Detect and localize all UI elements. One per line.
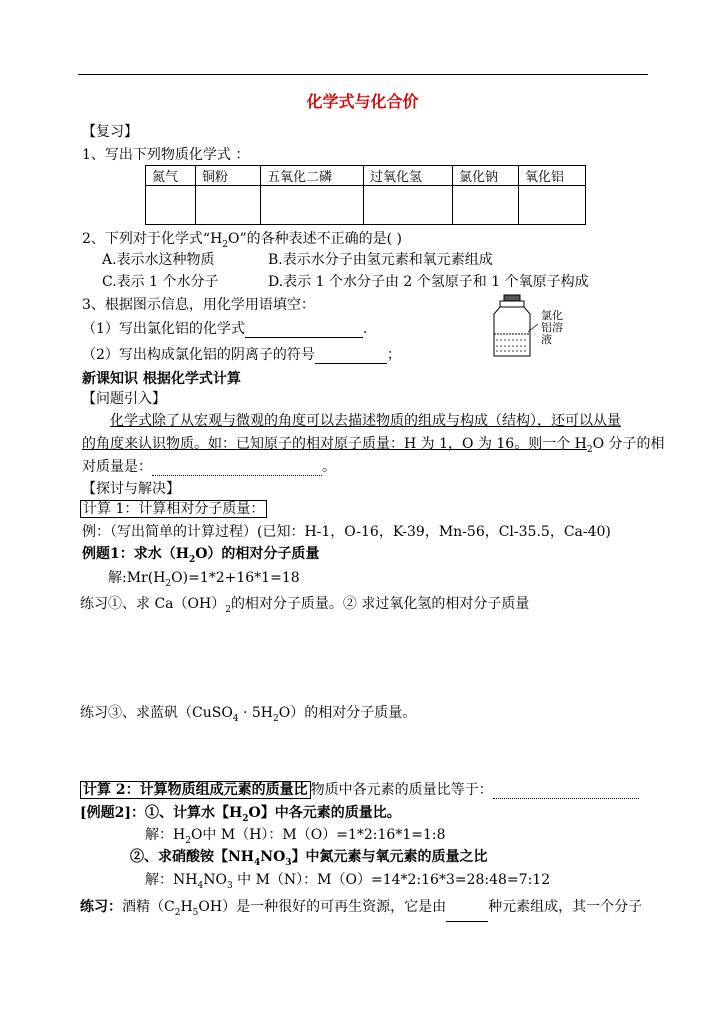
answer-cell[interactable] (364, 186, 453, 225)
example-1-solution: 解$:Mr(H_2O)=1*2+16*1=18$ (108, 570, 300, 589)
example-2b-solution: 解：$NH_4NO_3$ 中 M（N）：M（O）=14*2:16*3=28:48=7:12 (145, 872, 551, 891)
answer-blank[interactable] (152, 461, 322, 476)
practice-1-2: 练习①、求 $Ca(OH)_2$的相对分子质量。② 求过氧化氢的相对分子质量 (80, 596, 530, 615)
example-2a: [例题2]：①、计算水【$H_2O$】中各元素的质量比。 (80, 805, 401, 824)
question-3-part-1: （1）写出氯化铝的化学式 . (82, 321, 368, 337)
option-d: D.表示 1 个水分子由 2 个氢原子和 1 个氧原子构成 (268, 274, 589, 290)
table-header-cell: 五氧化二磷 (261, 166, 364, 186)
answer-cell[interactable] (261, 186, 364, 225)
table-header-cell: 过氧化氢 (364, 166, 453, 186)
intro-header: 【问题引入】 (82, 391, 166, 407)
example-2a-solution: 解：$H_2O$中 M（H）：M（O）=1*2:16*1=1:8 (145, 827, 446, 846)
intro-line-1: 化学式除了从宏观与微观的角度可以去描述物质的组成与构成（结构），还可以从量 (110, 413, 621, 429)
question-3-part-2: （2）写出构成氯化铝的阴离子的符号 ； (82, 347, 401, 363)
option-a: A.表示水这种物质 (102, 252, 215, 268)
review-header: 【复习】 (82, 124, 138, 140)
intro-line-3: 对质量是： 。 (82, 459, 336, 475)
new-lesson-heading: 新课知识 根据化学式计算 (82, 371, 241, 387)
answer-blank[interactable] (315, 349, 387, 364)
option-b: B.表示水分子由氢元素和氧元素组成 (268, 252, 493, 268)
table-header-cell: 氯化钠 (453, 166, 519, 186)
answer-cell[interactable] (453, 186, 519, 225)
formula-table (145, 165, 586, 225)
question-2: 2、下列对于化学式“$H_2O$”的各种表述不正确的是( ) (82, 231, 403, 250)
answer-blank[interactable] (245, 323, 363, 338)
question-1: 1、写出下列物质化学式 ： (82, 147, 250, 163)
example-1: 例题1：求水$(H_2O)$的相对分子质量 (82, 546, 320, 565)
example-2b: ②、求硝酸铵【$NH_4NO_3$】中氮元素与氧元素的质量之比 (130, 849, 488, 868)
answer-blank[interactable] (446, 907, 488, 922)
table-header-cell: 氧化铝 (519, 166, 586, 186)
example-note: 例：（写出简单的计算过程）(已知：H-1，O-16，K-39，Mn-56，Cl-35.5，Ca-40) (82, 524, 611, 540)
question-3: 3、根据图示信息，用化学用语填空： (82, 297, 315, 313)
answer-blank[interactable] (493, 784, 639, 799)
answer-cell[interactable] (519, 186, 586, 225)
option-c: C.表示 1 个水分子 (102, 274, 219, 290)
discuss-header: 【探讨与解决】 (82, 481, 180, 497)
calc-2-header: 计算 2：计算物质组成元素的质量比 物质中各元素的质量比等于： (80, 781, 639, 799)
table-header-cell: 氮气 (146, 166, 196, 186)
page-title: 化学式与化合价 (306, 92, 419, 111)
intro-line-2: 的角度来认识物质。如：已知原子的相对原子质量：H 为 1，O 为 16。则一个 $H_2O$ 分子的相 (82, 436, 665, 455)
practice-3: 练习③、求蓝矾（CuSO$_4$ · $5H_2O$）的相对分子质量。 (80, 705, 417, 724)
top-rule (78, 74, 648, 75)
practice-alcohol: 练习：酒精$(C_2H_5OH)$是一种很好的可再生资源，它是由 种元素组成，其一个分子 (80, 898, 642, 922)
calc-1-header: 计算 1：计算相对分子质量： (80, 500, 267, 518)
bottle-label: 氯化 铝溶 液 (541, 309, 563, 346)
table-header-cell: 铜粉 (196, 166, 261, 186)
answer-cell[interactable] (146, 186, 196, 225)
answer-cell[interactable] (196, 186, 261, 225)
